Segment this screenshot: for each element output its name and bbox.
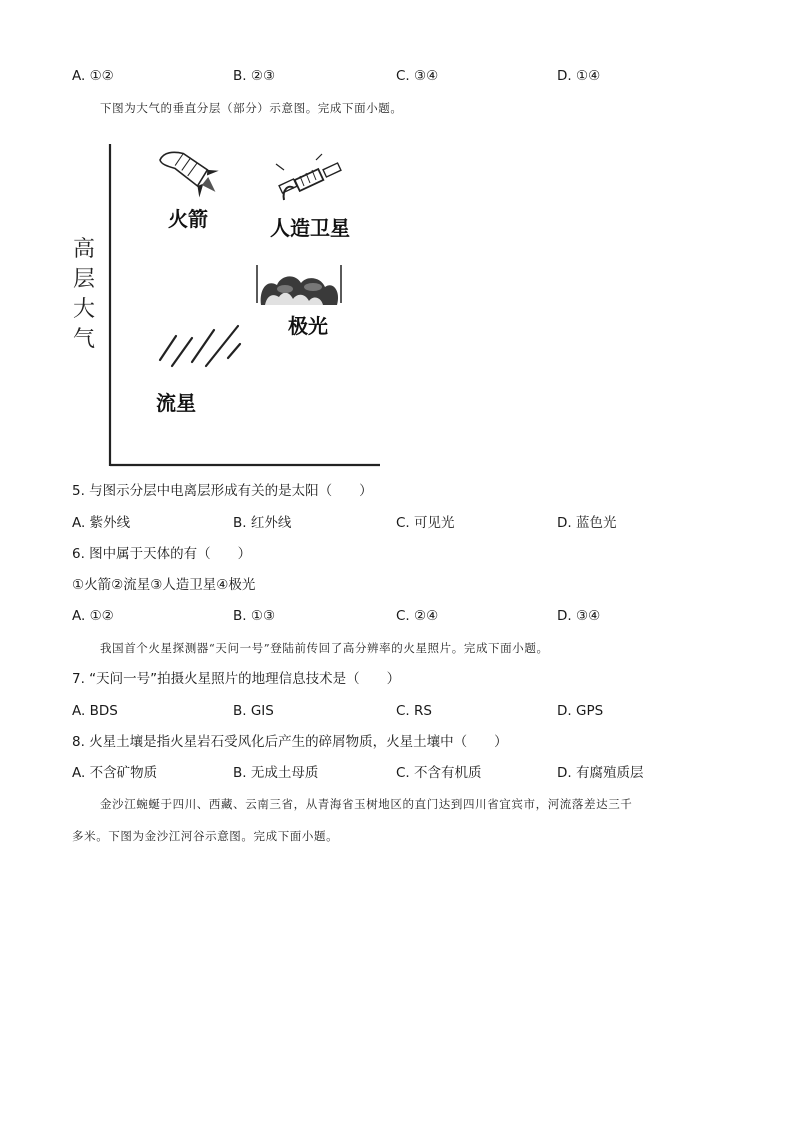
q5-stem: 5. 与图示分层中电离层形成有关的是太阳（ ） bbox=[72, 483, 373, 499]
intro-jinsha-line2 bbox=[0, 826, 794, 848]
option-a: A. 不含矿物质 bbox=[72, 765, 158, 781]
rocket-icon bbox=[159, 140, 228, 206]
q6-items-row bbox=[0, 575, 794, 597]
option-d: D. ①④ bbox=[557, 68, 601, 84]
q6-items: ①火箭②流星③人造卫星④极光 bbox=[72, 577, 256, 593]
label-meteor: 流星 bbox=[156, 391, 196, 415]
q7-options-row bbox=[0, 701, 794, 723]
option-d: D. ③④ bbox=[557, 608, 601, 624]
option-c: C. 不含有机质 bbox=[396, 765, 482, 781]
meteor-icon bbox=[160, 326, 240, 366]
option-c: C. ②④ bbox=[396, 608, 439, 624]
q7-stem-row bbox=[0, 669, 794, 691]
label-satellite: 人造卫星 bbox=[270, 216, 350, 240]
intro-atmosphere bbox=[0, 98, 794, 120]
q8-stem: 8. 火星土壤是指火星岩石受风化后产生的碎屑物质，火星土壤中（ ） bbox=[72, 734, 508, 750]
option-a: A. 紫外线 bbox=[72, 515, 131, 531]
satellite-icon bbox=[276, 154, 341, 200]
q8-stem-row bbox=[0, 732, 794, 754]
atmosphere-figure bbox=[60, 140, 390, 470]
intro-atmosphere-text: 下图为大气的垂直分层（部分）示意图。完成下面小题。 bbox=[100, 101, 403, 115]
option-a: A. ①② bbox=[72, 68, 114, 84]
figure-svg bbox=[60, 140, 390, 470]
option-b: B. ②③ bbox=[233, 68, 276, 84]
aurora-icon bbox=[257, 265, 341, 305]
intro-mars-text: 我国首个火星探测器“天问一号”登陆前传回了高分辨率的火星照片。完成下面小题。 bbox=[100, 641, 549, 655]
label-aurora: 极光 bbox=[288, 314, 328, 338]
axis-char: 大 bbox=[72, 297, 95, 322]
option-d: D. GPS bbox=[557, 703, 604, 719]
q6-stem: 6. 图中属于天体的有（ ） bbox=[72, 546, 252, 562]
intro-jinsha-text-2: 多米。下图为金沙江河谷示意图。完成下面小题。 bbox=[72, 829, 339, 843]
option-c: C. RS bbox=[396, 703, 432, 719]
intro-jinsha-text-1: 金沙江蜿蜒于四川、西藏、云南三省，从青海省玉树地区的直门达到四川省宜宾市，河流落差达三千 bbox=[100, 797, 633, 811]
option-d: D. 有腐殖质层 bbox=[557, 765, 644, 781]
q5-stem-row bbox=[0, 481, 794, 503]
option-d: D. 蓝色光 bbox=[557, 515, 617, 531]
q7-stem: 7. “天问一号”拍摄火星照片的地理信息技术是（ ） bbox=[72, 671, 401, 687]
option-a: A. ①② bbox=[72, 608, 114, 624]
axis-char: 高 bbox=[72, 237, 95, 262]
option-c: C. 可见光 bbox=[396, 515, 455, 531]
option-b: B. 红外线 bbox=[233, 515, 292, 531]
intro-jinsha-line1 bbox=[0, 794, 794, 816]
q6-stem-row bbox=[0, 544, 794, 566]
option-c: C. ③④ bbox=[396, 68, 439, 84]
axis-char: 层 bbox=[72, 267, 95, 292]
q4-options-row bbox=[0, 66, 794, 88]
axis-char: 气 bbox=[72, 327, 95, 352]
q8-options-row bbox=[0, 763, 794, 785]
intro-mars bbox=[0, 638, 794, 660]
q5-options-row bbox=[0, 513, 794, 535]
option-b: B. ①③ bbox=[233, 608, 276, 624]
option-b: B. GIS bbox=[233, 703, 274, 719]
option-b: B. 无成土母质 bbox=[233, 765, 319, 781]
label-rocket: 火箭 bbox=[168, 207, 208, 231]
option-a: A. BDS bbox=[72, 703, 118, 719]
q6-options-row bbox=[0, 606, 794, 628]
